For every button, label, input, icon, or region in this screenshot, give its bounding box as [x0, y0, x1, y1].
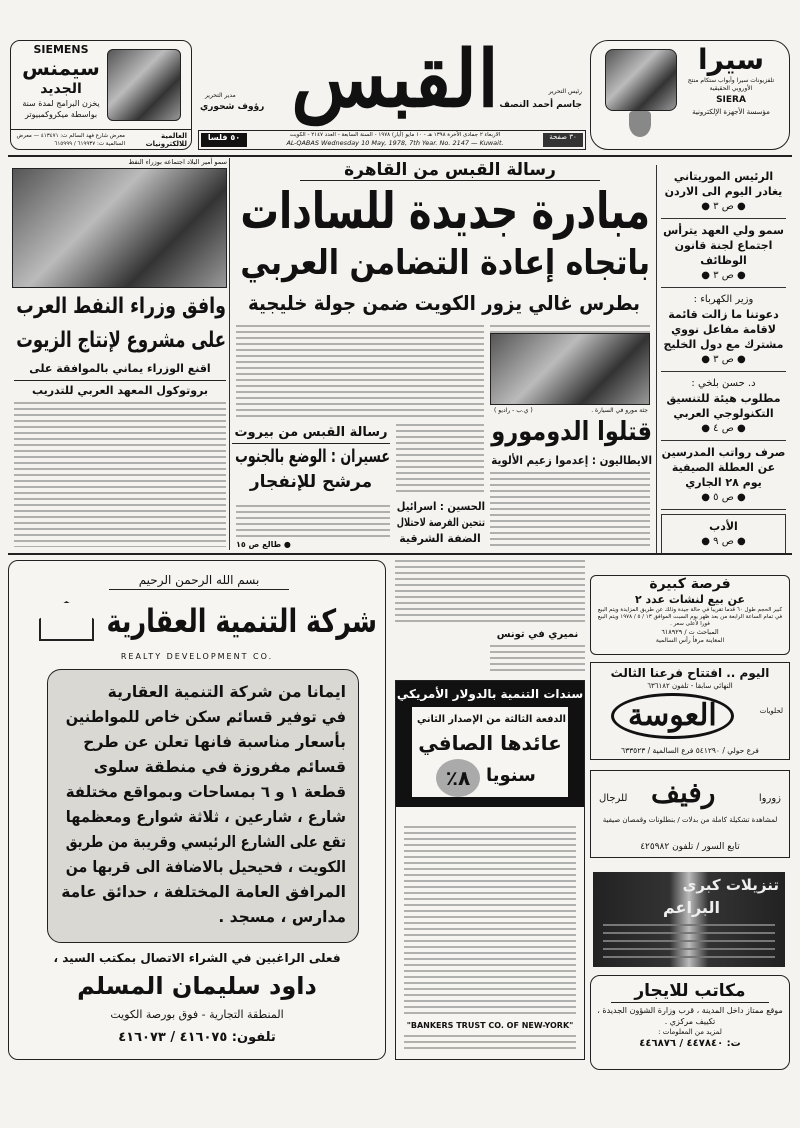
brief-item[interactable]: الرئيس الموريتاني يغادر اليوم الى الاردن ● ص ٣ ● — [661, 165, 786, 219]
bonds-header: سندات التنمية بالدولار الأمريكي — [396, 681, 584, 707]
siemens-brand-en: SIEMENS — [33, 43, 89, 56]
brief-item[interactable]: وزير الكهرباء : دعوتنا ما زالت قائمة لاقامة مفاعل نووي مشترك مع دول الخليج ● ص ٣ ● — [661, 288, 786, 372]
beirut-box — [232, 424, 390, 502]
opportunity-location: المعاينة مرفأ رأس السالمية — [655, 637, 725, 644]
awsa-branches: فرع حولي / ٥٤١٢٩٠ فرع السالمية / ٦٣٣٥٢٣ — [621, 746, 759, 755]
opportunity-body: كبير الحجم طول ٦٠ قدما تقريبا في حالة جيدة وذلك عن طريق المزايدة ويتم البيع في تمام الساعة الرابعة من بعد ظهر يوم السبت الموافق ١٣ / ٥ / ١٩٧٨ ويتم البيع فورا لأعلى سعر . — [597, 607, 783, 627]
realty-body-line: مدارس ، مسجد . — [218, 908, 346, 926]
opportunity-title: فرصة كبيرة — [649, 576, 731, 592]
ad-rafif — [590, 770, 790, 858]
offices-more: لمزيد من المعلومات : — [658, 1028, 722, 1036]
oil-headline-2: على مشروع لإنتاج الزيوت — [16, 328, 227, 353]
siera-dealer: مؤسسة الأجهزة الإلكترونية — [692, 108, 770, 116]
hussein-headline-2: تتحين الفرصة لاحتلال — [396, 516, 485, 529]
oil-deck-1: اقنع الوزراء يماني بالموافقة على — [14, 362, 226, 381]
awsa-brand: العوسة — [611, 693, 734, 739]
moro-photo-caption: جثة مورو في السيارة . — [591, 407, 648, 414]
offices-phone: ت: ٤٤٧٨٤٠ / ٤٤٦٨٧٦ — [639, 1038, 741, 1049]
realty-body-line: قسائم مفروزة في منطقة سلوى — [93, 758, 346, 776]
realty-phone: تلفون: ٤١٦٠٧٥ / ٤١٦٠٧٣ — [118, 1030, 276, 1045]
photo-caption: سمو أمير البلاد اجتماعه بوزراء النفط — [128, 158, 227, 166]
sale-title: تنزيلات كبرى — [682, 876, 779, 894]
realty-body-box — [47, 669, 359, 943]
brief-item[interactable]: صرف رواتب المدرسين عن العطلة الصيفية يوم ٢٨ الجاري ● ص ٥ ● — [661, 441, 786, 510]
oil-article-body — [14, 402, 226, 547]
moro-article-top — [490, 325, 650, 333]
moro-credit: ( ي.ب - راديو ) — [494, 407, 533, 414]
deputy-editor-label: مدير التحرير — [205, 92, 236, 99]
lead-deck: بطرس غالي يزور الكويت ضمن جولة خليجية — [247, 291, 640, 315]
bonds-footer — [404, 1035, 576, 1053]
realty-body-line: في توفير قسائم سكن خاص للمواطنين — [65, 708, 347, 726]
realty-address: المنطقة التجارية - فوق بورصة الكويت — [110, 1008, 284, 1021]
ad-bonds — [395, 680, 585, 1060]
awsa-title: اليوم .. افتتاح فرعنا الثالث — [610, 666, 770, 680]
tv-stand — [629, 111, 651, 137]
bonds-line2: عائدها الصافي — [418, 731, 562, 755]
beirut-headline-2: مرشح للإنفجار — [249, 472, 373, 492]
beirut-article-body — [236, 505, 390, 538]
ad-awsa — [590, 662, 790, 760]
date-bar — [198, 130, 586, 150]
siera-brand-ar: سيرا — [698, 43, 764, 76]
moro-subhead: الايطاليون : إعدموا زعيم الألوية — [491, 453, 652, 467]
realty-body-line: بأسعار مناسبة فانها تعلن عن طرح — [83, 733, 346, 751]
siera-line: تلفزيونات سيرا وأبواب ستكام منتج الأوروبي الحقيقية — [687, 77, 775, 92]
nimeiri-headline: نميري في تونس — [496, 629, 579, 640]
deputy-editor: رؤوف شحوري — [200, 102, 265, 112]
rafif-brand: رفيف — [651, 776, 716, 809]
awsa-sub: النهائي سابقا - تلفون ٦٣٦١٨٢ — [647, 682, 733, 690]
ad-siera — [590, 40, 790, 150]
rafif-post: للرجال — [599, 793, 628, 804]
siemens-dealer: العالمية للالكترونيات — [145, 132, 187, 148]
offices-title: مكاتب للايجار — [611, 980, 769, 1003]
date-arabic: الاربعاء ٢ جمادى الآخرة ١٣٩٨ هـ - ١٠ مايو (أيار) ١٩٧٨ - السنة السابعة - العدد ٢١٤٧ - الكويت — [289, 132, 501, 138]
realty-body-line: شارع ، شارعين ، ثلاثة شوارع ومعظمها — [65, 808, 346, 826]
opportunity-phone: المباحث ت / ٦١٨٩٢٩ — [661, 628, 719, 636]
lead-kicker: رسالة القبس من القاهرة — [300, 160, 600, 181]
rafif-phone: تابع السور / تلفون ٤٢٥٩٨٢ — [640, 842, 740, 852]
newspaper-logo: القبس — [291, 34, 499, 125]
moro-headline: قتلوا الدومورو — [491, 417, 652, 447]
basmala: بسم الله الرحمن الرحيم — [109, 571, 289, 590]
house-logo-icon — [39, 601, 94, 641]
bonds-bank: "BANKERS TRUST CO. OF NEW-YORK" — [406, 1021, 574, 1030]
ad-opportunity — [590, 575, 790, 655]
ad-siemens — [10, 40, 192, 150]
tv-image — [107, 49, 181, 121]
siera-brand-en: SIERA — [716, 95, 746, 105]
nimeiri-article-body — [490, 645, 585, 675]
editor: جاسم أحمد النصف — [499, 100, 582, 110]
hussein-headline-1: الحسين : اسرائيل — [396, 500, 485, 513]
beirut-page-ref: ● طالع ص ١٥ — [236, 540, 291, 549]
pages-badge: ٣٠ صفحة — [543, 133, 583, 147]
realty-body-line: تقع على الشارع الرئيسي وقريبة من طريق — [65, 833, 346, 851]
beirut-kicker: رسالة القبس من بيروت — [232, 424, 390, 444]
lead-article-body — [236, 325, 484, 420]
siemens-brand-ar: سيمنس — [22, 56, 100, 80]
realty-name-en: REALTY DEVELOPMENT CO. — [120, 652, 274, 661]
siemens-line2: بواسطة ميكروكمبيوتر — [24, 110, 98, 119]
brief-item[interactable]: سمو ولي العهد يترأس اجتماع لجنة قانون الوظائف ● ص ٣ ● — [661, 219, 786, 288]
beirut-headline-1: عسيران : الوضع بالجنوب — [235, 446, 390, 467]
ad-offices — [590, 975, 790, 1070]
editor-label: رئيس التحرير — [548, 88, 582, 95]
middle-article-body — [396, 424, 484, 496]
rafif-body: لمشاهدة تشكيلة كاملة من بدلات / بنطلونات وقمصان صيفية — [602, 816, 778, 824]
ad-sale — [593, 872, 785, 967]
siemens-showroom: معرض شارع فهد السالم ت: ٤١٣٤٧١ — معرض السالمية ت: ٦١٩٩٣٧ / ٦١٥٩٩٩ — [16, 133, 125, 147]
realty-body-line: ايمانا من شركة التنمية العقارية — [107, 683, 346, 701]
rafif-pre: زوروا — [758, 793, 781, 804]
oil-headline-1: وافق وزراء النفط العرب — [16, 294, 226, 319]
realty-body-line: الكويت ، فحيحيل بالاضافة الى قربها من — [65, 858, 347, 876]
ad-realty — [8, 560, 386, 1060]
bonds-terms — [404, 826, 576, 1016]
opportunity-subtitle: عن بيع لنشات عدد ٢ — [634, 593, 746, 606]
date-english: AL-QABAS Wednesday 10 May, 1978, 7th Year. No. 2147 — Kuwait. — [286, 139, 504, 147]
hussein-headline-3: الضفة الشرقية — [399, 532, 481, 545]
tv-image — [605, 49, 677, 111]
bonds-line1: الدفعة الثالثة من الإصدار الثاني — [417, 714, 566, 725]
sale-brand: البراعم — [663, 898, 720, 917]
offices-body: موقع ممتاز داخل المدينة ، قرب وزارة الشؤون الجديدة ، تكييف مركزي . — [597, 1006, 783, 1026]
hussein-article-body — [395, 560, 585, 626]
moro-article-body — [490, 472, 650, 547]
photo-moro — [490, 333, 650, 405]
bonds-rate: ٨٪ — [436, 759, 480, 797]
realty-body-line: المرافق العامة المختلفة ، حدائق عامة — [61, 883, 346, 901]
briefs-column — [656, 165, 790, 554]
lead-subhead: باتجاه إعادة التضامن العربي — [240, 243, 651, 283]
realty-body-line: قطعة ١ و ٦ بمساحات وبمواقع مختلفة — [65, 783, 346, 801]
price-badge: ٥٠ فلسا — [201, 133, 247, 147]
photo-emir-meeting — [12, 168, 227, 288]
lead-headline: مبادرة جديدة للسادات — [240, 182, 650, 240]
siemens-text-block — [15, 43, 107, 120]
realty-contact: فعلى الراغبين في الشراء الاتصال بمكتب السيد ، — [53, 951, 341, 965]
brief-item[interactable]: الأدب ● ص ٩ ● — [661, 514, 786, 554]
realty-person: داود سليمان المسلم — [77, 972, 317, 1000]
siera-text-block — [681, 43, 781, 117]
brief-item[interactable]: د. حسن بلخي : مطلوب هيئة للتنسيق التكنولوجي العربي ● ص ٤ ● — [661, 372, 786, 441]
siemens-tag: الجديد — [40, 81, 82, 97]
oil-deck-2: بروتوكول المعهد العربي للتدريب — [31, 384, 209, 397]
siemens-line1: يخزن البرامج لمدة سنة — [22, 99, 100, 108]
realty-name-ar: شركة التنمية العقارية — [106, 602, 377, 640]
awsa-label: لحلويات — [759, 707, 783, 715]
bonds-rate-label: سنويا — [486, 765, 536, 786]
